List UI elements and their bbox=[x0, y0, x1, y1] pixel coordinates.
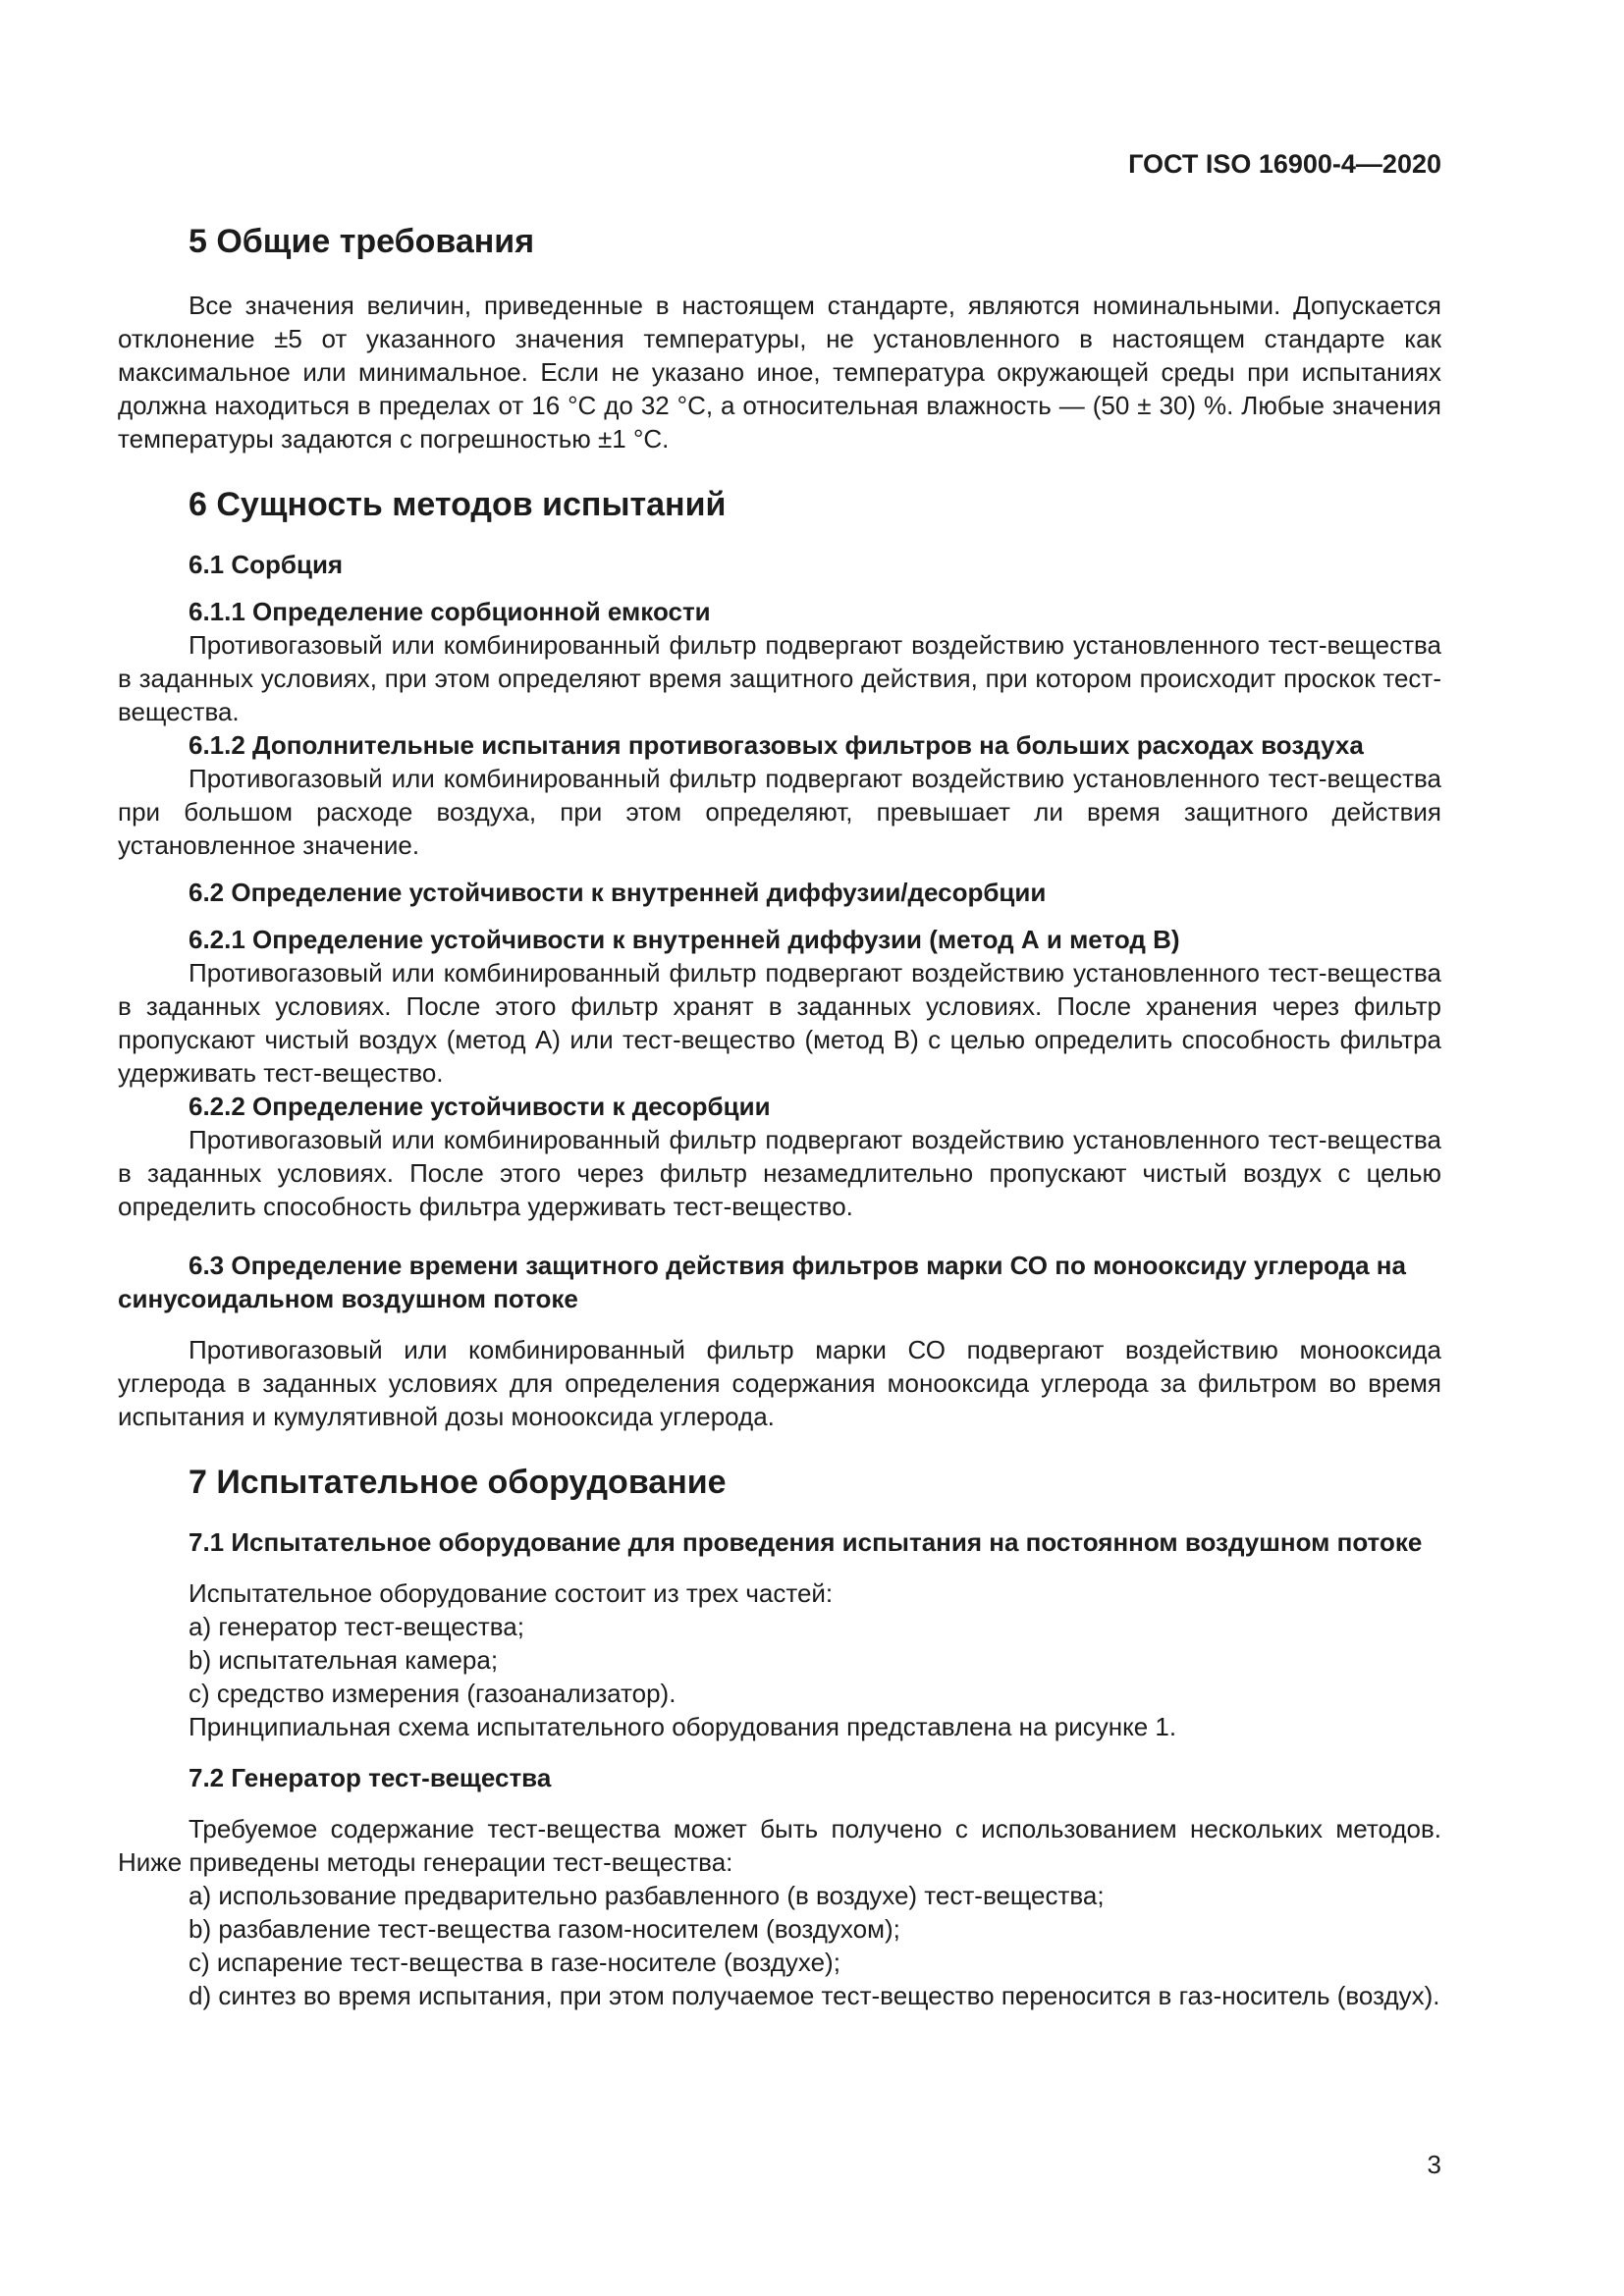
section-6-1-2-heading: 6.1.2 Дополнительные испытания противогазовых фильтров на больших расходах воздуха bbox=[189, 730, 1364, 760]
section-7-1-intro: Испытательное оборудование состоит из трех частей: bbox=[189, 1578, 834, 1608]
section-6-2-heading: 6.2 Определение устойчивости к внутренней диффузии/десорбции bbox=[189, 878, 1047, 907]
list-item: с) испарение тест-вещества в газе-носителе (воздухе); bbox=[189, 1948, 840, 1977]
section-6-1-2-text: Противогазовый или комбинированный фильтр подвергают воздействию установленного тест-вещества при большом расходе воздуха, при этом определяют, превышает ли время защитного действия установленное значение. bbox=[118, 764, 1441, 860]
section-7-2-heading: 7.2 Генератор тест-вещества bbox=[189, 1763, 552, 1792]
section-6-3-heading: 6.3 Определение времени защитного действия фильтров марки СО по монооксиду углерода на синусоидальном воздушном потоке bbox=[118, 1251, 1406, 1313]
section-7-1-heading: 7.1 Испытательное оборудование для проведения испытания на постоянном воздушном потоке bbox=[189, 1527, 1423, 1557]
list-item: b) испытательная камера; bbox=[189, 1645, 499, 1675]
section-6-1-1-heading: 6.1.1 Определение сорбционной емкости bbox=[189, 597, 711, 626]
section-6-1-1-text: Противогазовый или комбинированный фильтр подвергают воздействию установленного тест-вещества в заданных условиях, при этом определяют время защитного действия, при котором происходит проскок тест-вещества. bbox=[118, 630, 1441, 726]
list-item: а) использование предварительно разбавленного (в воздухе) тест-вещества; bbox=[189, 1881, 1105, 1910]
document-code: ГОСТ ISO 16900-4—2020 bbox=[1128, 149, 1441, 179]
section-6-2-2-heading: 6.2.2 Определение устойчивости к десорбции bbox=[189, 1092, 771, 1121]
section-7-heading: 7 Испытательное оборудование bbox=[189, 1464, 727, 1501]
section-6-3-text: Противогазовый или комбинированный фильтр марки СО подвергают воздействию монооксида углерода в заданных условиях для определения содержания монооксида углерода за фильтром во время испытания и кумулятивной дозы монооксида углерода. bbox=[118, 1335, 1441, 1431]
list-item: b) разбавление тест-вещества газом-носителем (воздухом); bbox=[189, 1914, 900, 1944]
section-5-text: Все значения величин, приведенные в настоящем стандарте, являются номинальными. Допускается отклонение ±5 от указанного значения температуры, не установленного в настоящем стандарте как максимальное или минимальное. Если не указано иное, температура окружающей среды при испытаниях должна находиться в пределах от 16 °С до 32 °С, а относительная влажность — (50 ± 30) %. Любые значения температуры задаются с погрешностью ±1 °С. bbox=[118, 291, 1441, 454]
section-7-2-intro: Требуемое содержание тест-вещества может быть получено с использованием нескольких методов. Ниже приведены методы генерации тест-вещества: bbox=[118, 1814, 1441, 1877]
list-item: а) генератор тест-вещества; bbox=[189, 1612, 524, 1641]
section-5-heading: 5 Общие требования bbox=[189, 223, 535, 260]
section-6-2-2-text: Противогазовый или комбинированный фильтр подвергают воздействию установленного тест-вещества в заданных условиях. После этого через фильтр незамедлительно пропускают чистый воздух с целью определить способность фильтра удерживать тест-вещество. bbox=[118, 1125, 1441, 1221]
section-6-2-1-text: Противогазовый или комбинированный фильтр подвергают воздействию установленного тест-вещества в заданных условиях. После этого фильтр хранят в заданных условиях. После хранения через фильтр пропускают чистый воздух (метод А) или тест-вещество (метод В) с целью определить способность фильтра удерживать тест-вещество. bbox=[118, 958, 1441, 1088]
section-6-1-heading: 6.1 Сорбция bbox=[189, 550, 344, 579]
section-7-2-last-item: d) синтез во время испытания, при этом получаемое тест-вещество переносится в газ-носитель (воздух). bbox=[189, 1981, 1440, 2010]
page-number: 3 bbox=[1427, 2150, 1441, 2179]
section-6-heading: 6 Сущность методов испытаний bbox=[189, 486, 727, 523]
document-body bbox=[118, 220, 1441, 2012]
section-7-1-outro: Принципиальная схема испытательного оборудования представлена на рисунке 1. bbox=[189, 1712, 1177, 1741]
list-item: с) средство измерения (газоанализатор). bbox=[189, 1679, 677, 1708]
section-6-2-1-heading: 6.2.1 Определение устойчивости к внутренней диффузии (метод А и метод В) bbox=[189, 925, 1180, 954]
